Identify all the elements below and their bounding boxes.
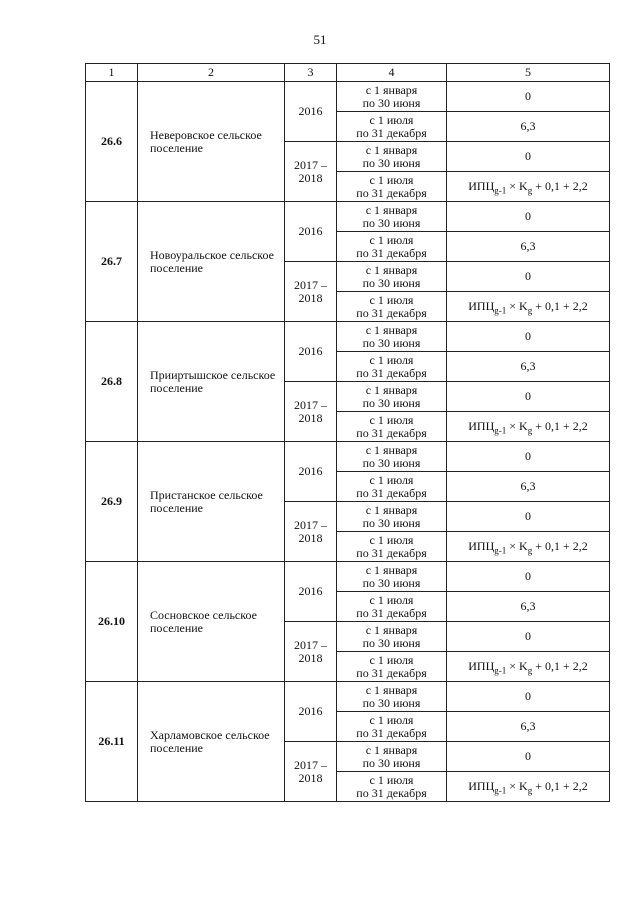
period-to: по 31 декабря: [356, 545, 427, 560]
formula-base: ИПЦ: [468, 659, 495, 673]
period-cell: [337, 142, 447, 172]
formula-base: ИПЦ: [468, 179, 495, 193]
period-from: с 1 июля: [369, 172, 414, 187]
table-row: [86, 442, 610, 472]
period-from: с 1 июля: [369, 292, 414, 307]
row-number: 26.7: [86, 202, 138, 322]
formula-cell: [447, 532, 610, 562]
value-cell: 6,3: [447, 352, 610, 382]
value-cell: 0: [447, 682, 610, 712]
period-cell: [337, 382, 447, 412]
period-to: по 30 июня: [362, 215, 421, 230]
period-cell: [337, 742, 447, 772]
settlement-name: Пристанское сельское поселение: [138, 442, 285, 562]
tariff-formula: [468, 419, 588, 436]
period-to: по 31 декабря: [356, 665, 427, 680]
period-to: по 31 декабря: [356, 185, 427, 200]
period-cell: [337, 82, 447, 112]
table-row: [86, 322, 610, 352]
period-from: с 1 июля: [369, 532, 414, 547]
year-cell: 2016: [285, 682, 337, 742]
formula-cell: [447, 772, 610, 802]
formula-subscript: g-1: [494, 425, 507, 436]
formula-subscript-g: g: [527, 785, 533, 796]
tariff-table-body: [86, 64, 610, 802]
header-col-5: 5: [447, 64, 610, 82]
period-cell: [337, 532, 447, 562]
period-from: с 1 июля: [369, 772, 414, 787]
formula-subscript: g-1: [494, 305, 507, 316]
period-from: с 1 июля: [369, 232, 414, 247]
year-cell: 2017 – 2018: [285, 622, 337, 682]
value-cell: 6,3: [447, 232, 610, 262]
period-to: по 31 декабря: [356, 365, 427, 380]
period-from: с 1 июля: [369, 112, 414, 127]
period-to: по 30 июня: [362, 155, 421, 170]
formula-cell: [447, 292, 610, 322]
value-cell: 6,3: [447, 592, 610, 622]
period-to: по 30 июня: [362, 575, 421, 590]
period-from: с 1 июля: [369, 352, 414, 367]
formula-base: ИПЦ: [468, 539, 495, 553]
period-to: по 31 декабря: [356, 485, 427, 500]
formula-tail: + 0,1 + 2,2: [532, 659, 588, 673]
value-cell: 0: [447, 622, 610, 652]
formula-multiplier: × K: [506, 179, 528, 193]
period-cell: [337, 652, 447, 682]
value-cell: 0: [447, 502, 610, 532]
formula-tail: + 0,1 + 2,2: [532, 179, 588, 193]
period-from: с 1 января: [365, 442, 418, 457]
formula-subscript-g: g: [527, 545, 533, 556]
formula-subscript: g-1: [494, 785, 507, 796]
year-cell: 2016: [285, 442, 337, 502]
period-from: с 1 января: [365, 502, 418, 517]
page-number: 51: [313, 32, 327, 47]
value-cell: 0: [447, 742, 610, 772]
settlement-name: Неверовское сельское поселение: [138, 82, 285, 202]
period-cell: [337, 772, 447, 802]
period-cell: [337, 172, 447, 202]
period-cell: [337, 232, 447, 262]
period-cell: [337, 112, 447, 142]
year-cell: 2016: [285, 322, 337, 382]
period-from: с 1 июля: [369, 412, 414, 427]
tariff-formula: [468, 779, 588, 796]
period-to: по 30 июня: [362, 395, 421, 410]
formula-base: ИПЦ: [468, 299, 495, 313]
formula-multiplier: × K: [506, 659, 528, 673]
period-to: по 31 декабря: [356, 605, 427, 620]
year-cell: 2016: [285, 562, 337, 622]
value-cell: 0: [447, 82, 610, 112]
period-cell: [337, 442, 447, 472]
table-row: [86, 82, 610, 112]
formula-multiplier: × K: [506, 779, 528, 793]
value-cell: 0: [447, 142, 610, 172]
row-number: 26.9: [86, 442, 138, 562]
header-col-3: 3: [285, 64, 337, 82]
period-from: с 1 июля: [369, 712, 414, 727]
row-number: 26.6: [86, 82, 138, 202]
settlement-name: Новоуральское сельское поселение: [138, 202, 285, 322]
period-from: с 1 июля: [369, 472, 414, 487]
value-cell: 6,3: [447, 112, 610, 142]
period-cell: [337, 412, 447, 442]
formula-tail: + 0,1 + 2,2: [532, 299, 588, 313]
period-to: по 30 июня: [362, 95, 421, 110]
formula-base: ИПЦ: [468, 419, 495, 433]
row-number: 26.8: [86, 322, 138, 442]
row-number: 26.10: [86, 562, 138, 682]
period-cell: [337, 562, 447, 592]
period-from: с 1 января: [365, 382, 418, 397]
tariff-table: [85, 63, 610, 802]
period-to: по 31 декабря: [356, 245, 427, 260]
value-cell: 0: [447, 262, 610, 292]
period-to: по 31 декабря: [356, 725, 427, 740]
formula-multiplier: × K: [506, 419, 528, 433]
table-row: [86, 562, 610, 592]
period-from: с 1 января: [365, 142, 418, 157]
tariff-formula: [468, 299, 588, 316]
formula-subscript: g-1: [494, 185, 507, 196]
formula-subscript-g: g: [527, 665, 533, 676]
period-to: по 31 декабря: [356, 125, 427, 140]
formula-subscript: g-1: [494, 665, 507, 676]
formula-multiplier: × K: [506, 299, 528, 313]
period-cell: [337, 592, 447, 622]
period-from: с 1 января: [365, 562, 418, 577]
period-to: по 30 июня: [362, 755, 421, 770]
period-to: по 31 декабря: [356, 305, 427, 320]
period-from: с 1 января: [365, 622, 418, 637]
year-cell: 2017 – 2018: [285, 502, 337, 562]
period-to: по 30 июня: [362, 635, 421, 650]
formula-multiplier: × K: [506, 539, 528, 553]
row-number: 26.11: [86, 682, 138, 802]
period-from: с 1 января: [365, 82, 418, 97]
period-to: по 31 декабря: [356, 425, 427, 440]
period-cell: [337, 292, 447, 322]
period-from: с 1 января: [365, 682, 418, 697]
period-to: по 31 декабря: [356, 785, 427, 800]
period-cell: [337, 322, 447, 352]
year-cell: 2017 – 2018: [285, 262, 337, 322]
value-cell: 6,3: [447, 472, 610, 502]
header-row: [86, 64, 610, 82]
table-row: [86, 682, 610, 712]
header-col-2: 2: [138, 64, 285, 82]
period-cell: [337, 352, 447, 382]
formula-tail: + 0,1 + 2,2: [532, 419, 588, 433]
formula-tail: + 0,1 + 2,2: [532, 779, 588, 793]
value-cell: 0: [447, 382, 610, 412]
formula-subscript: g-1: [494, 545, 507, 556]
period-cell: [337, 712, 447, 742]
period-from: с 1 января: [365, 262, 418, 277]
period-from: с 1 января: [365, 322, 418, 337]
period-to: по 30 июня: [362, 515, 421, 530]
header-col-1: 1: [86, 64, 138, 82]
value-cell: 0: [447, 322, 610, 352]
period-from: с 1 июля: [369, 652, 414, 667]
formula-cell: [447, 412, 610, 442]
period-cell: [337, 202, 447, 232]
value-cell: 0: [447, 562, 610, 592]
period-to: по 30 июня: [362, 275, 421, 290]
period-cell: [337, 472, 447, 502]
period-from: с 1 января: [365, 742, 418, 757]
tariff-formula: [468, 539, 588, 556]
formula-subscript-g: g: [527, 185, 533, 196]
period-cell: [337, 622, 447, 652]
period-to: по 30 июня: [362, 335, 421, 350]
period-from: с 1 января: [365, 202, 418, 217]
formula-tail: + 0,1 + 2,2: [532, 539, 588, 553]
settlement-name: Сосновское сельское поселение: [138, 562, 285, 682]
formula-subscript-g: g: [527, 425, 533, 436]
formula-base: ИПЦ: [468, 779, 495, 793]
settlement-name: Харламовское сельское поселение: [138, 682, 285, 802]
formula-subscript-g: g: [527, 305, 533, 316]
value-cell: 0: [447, 442, 610, 472]
formula-cell: [447, 172, 610, 202]
year-cell: 2017 – 2018: [285, 142, 337, 202]
header-col-4: 4: [337, 64, 447, 82]
period-cell: [337, 502, 447, 532]
value-cell: 0: [447, 202, 610, 232]
year-cell: 2016: [285, 202, 337, 262]
table-row: [86, 202, 610, 232]
period-cell: [337, 682, 447, 712]
year-cell: 2017 – 2018: [285, 742, 337, 802]
year-cell: 2017 – 2018: [285, 382, 337, 442]
period-to: по 30 июня: [362, 695, 421, 710]
settlement-name: Прииртышское сельское поселение: [138, 322, 285, 442]
tariff-formula: [468, 659, 588, 676]
period-to: по 30 июня: [362, 455, 421, 470]
year-cell: 2016: [285, 82, 337, 142]
tariff-formula: [468, 179, 588, 196]
value-cell: 6,3: [447, 712, 610, 742]
period-cell: [337, 262, 447, 292]
formula-cell: [447, 652, 610, 682]
period-from: с 1 июля: [369, 592, 414, 607]
